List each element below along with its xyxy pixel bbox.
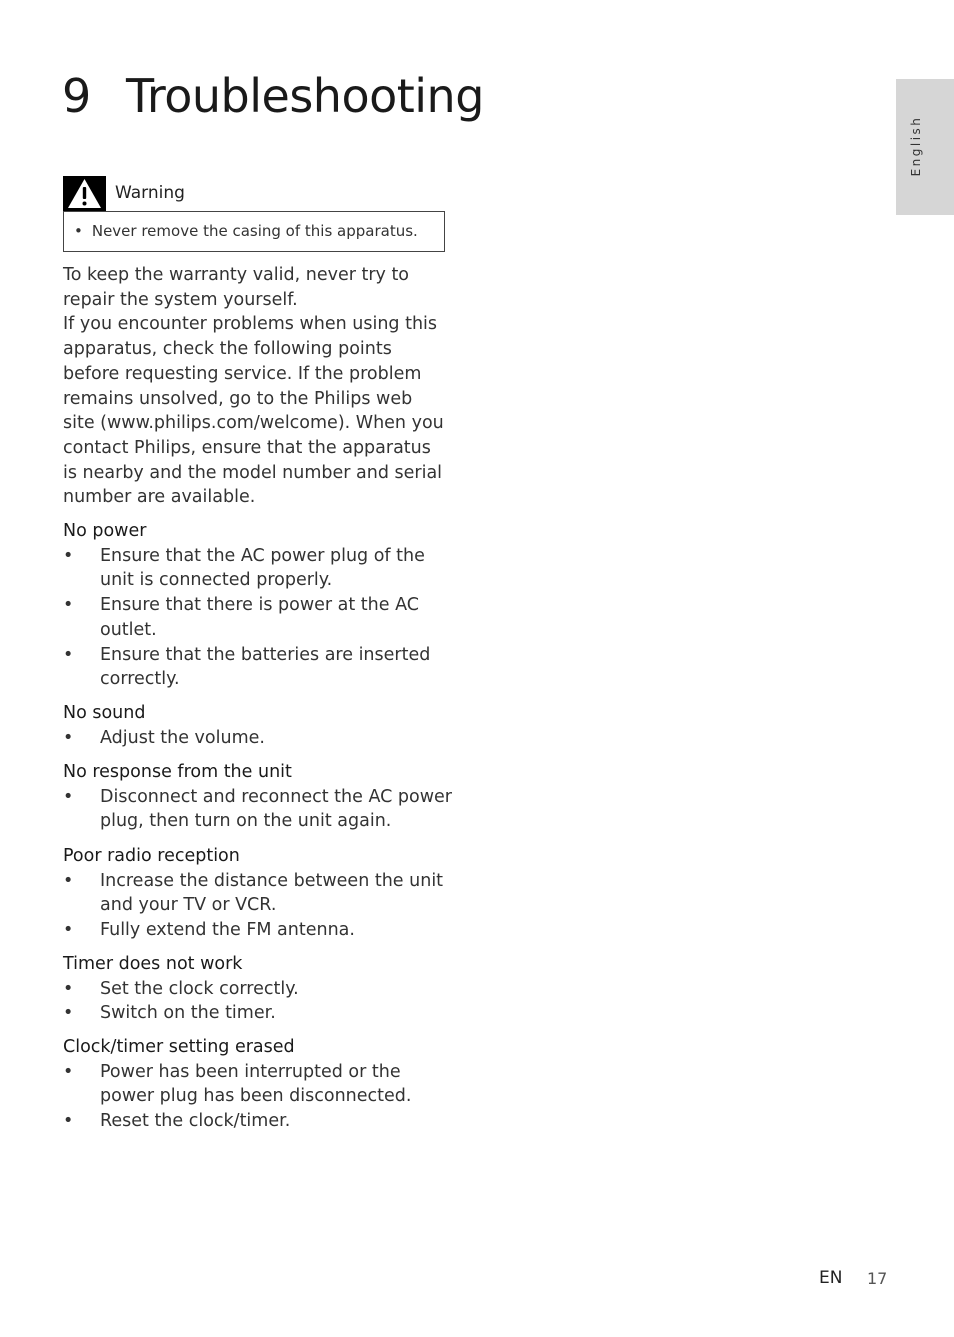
bullet: • <box>63 595 74 616</box>
section-no-response <box>63 760 453 834</box>
list-item <box>63 593 453 642</box>
warning-box <box>63 211 445 252</box>
list-item-text: Increase the distance between the unit and your TV or VCR. <box>100 870 444 916</box>
warning-item <box>74 222 418 240</box>
bullet: • <box>63 545 74 566</box>
bullet-list <box>63 726 453 751</box>
intro-paragraph: To keep the warranty valid, never try to repair the system yourself. <box>63 265 410 310</box>
list-item <box>63 726 453 751</box>
list-item <box>63 869 453 918</box>
list-item-text: Disconnect and reconnect the AC power plug, then turn on the unit again. <box>100 786 452 832</box>
bullet-list <box>63 869 453 943</box>
list-item-text: Fully extend the FM antenna. <box>100 920 355 941</box>
list-item <box>63 977 453 1002</box>
list-item-text: Switch on the timer. <box>100 1003 276 1024</box>
bullet: • <box>63 978 74 999</box>
list-item-text: Ensure that the AC power plug of the unit is connected properly. <box>100 545 425 591</box>
bullet: • <box>63 1061 74 1082</box>
list-item-text: Power has been interrupted or the power plug has been disconnected. <box>100 1061 412 1107</box>
bullet: • <box>63 1003 74 1024</box>
list-item <box>63 643 453 692</box>
list-item <box>63 544 453 593</box>
bullet-list <box>63 544 453 692</box>
list-item <box>63 785 453 834</box>
page-title: Troubleshooting <box>126 69 484 123</box>
bullet: • <box>63 920 74 941</box>
bullet: • <box>63 727 74 748</box>
bullet-list <box>63 785 453 834</box>
bullet: • <box>63 786 74 807</box>
list-item-text: Reset the clock/timer. <box>100 1111 291 1132</box>
list-item-text: Set the clock correctly. <box>100 978 299 999</box>
warning-item-text: Never remove the casing of this apparatus. <box>91 222 418 240</box>
intro-paragraph: If you encounter problems when using this apparatus, check the following points before requesting service. If the problem remains unsolved, go to the Philips web site (www.philips.com/welcome). When you contact Philips, ensure that the apparatus is nearby and the model number and serial number are available. <box>63 314 444 508</box>
bullet: • <box>63 644 74 665</box>
list-item <box>63 1109 453 1134</box>
list-item <box>63 1060 453 1109</box>
section-clock-timer-erased <box>63 1035 453 1134</box>
list-item-text: Ensure that the batteries are inserted correctly. <box>100 644 431 690</box>
section-title: Clock/timer setting erased <box>63 1037 295 1057</box>
section-title: No response from the unit <box>63 762 292 782</box>
list-item <box>63 918 453 943</box>
warning-badge <box>63 176 106 211</box>
list-item-text: Adjust the volume. <box>100 727 265 748</box>
section-title: Poor radio reception <box>63 846 240 866</box>
chapter-number: 9 <box>62 69 92 123</box>
section-title: No sound <box>63 703 146 723</box>
section-no-sound <box>63 701 453 750</box>
list-item <box>63 1001 453 1026</box>
bullet-list <box>63 977 453 1026</box>
section-title: Timer does not work <box>63 954 243 974</box>
warning-title: Warning <box>115 183 185 203</box>
warning-header <box>63 176 445 211</box>
language-tab <box>896 79 954 215</box>
bullet-list <box>63 1060 453 1134</box>
section-no-power <box>63 519 453 692</box>
warning-triangle-icon <box>63 176 106 211</box>
list-item-text: Ensure that there is power at the AC outlet. <box>100 595 419 640</box>
footer-language: EN <box>819 1268 843 1288</box>
language-label: English <box>909 115 923 177</box>
intro-text <box>63 263 448 510</box>
bullet: • <box>74 222 83 240</box>
section-title: No power <box>63 521 147 541</box>
section-timer-does-not-work <box>63 952 453 1026</box>
section-poor-radio-reception <box>63 844 453 943</box>
bullet: • <box>63 1111 74 1132</box>
bullet: • <box>63 870 74 891</box>
page-number: 17 <box>867 1269 888 1288</box>
